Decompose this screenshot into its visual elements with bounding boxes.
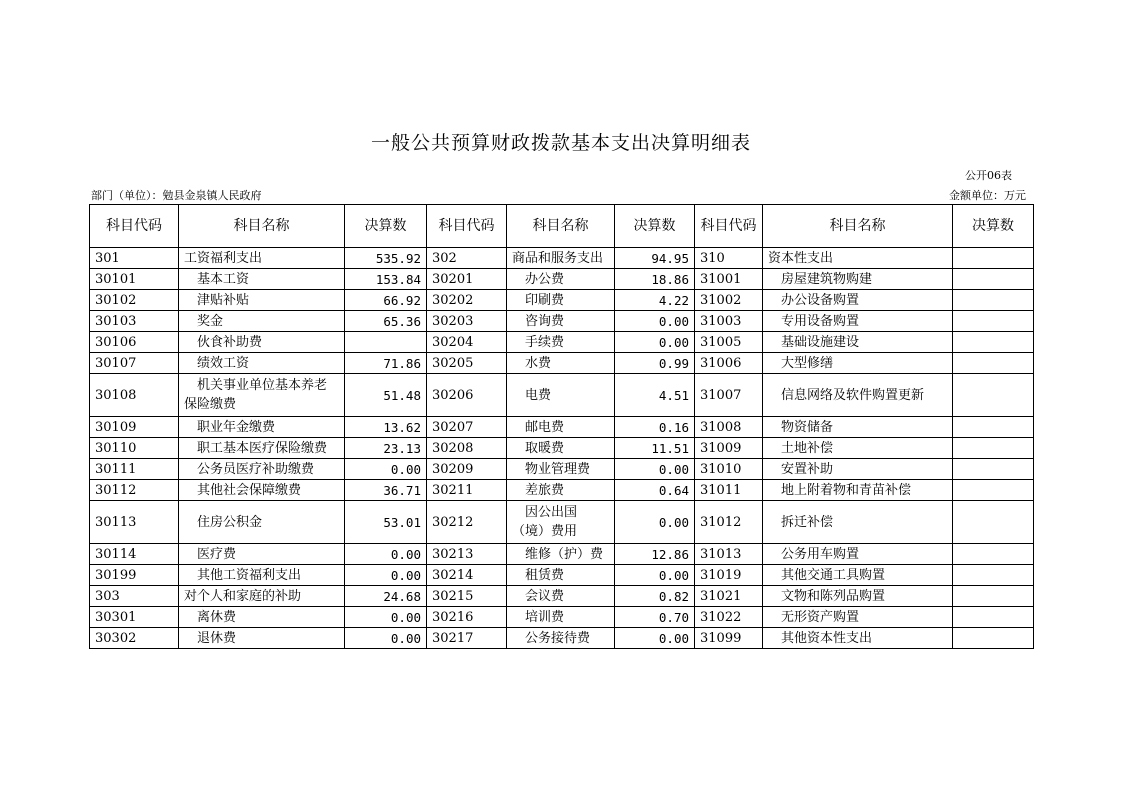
code-cell: 30103 [90, 311, 179, 332]
table-row [90, 459, 1034, 480]
header-cell: 决算数 [345, 205, 427, 248]
header-cell: 科目代码 [695, 205, 763, 248]
code-cell: 31009 [695, 438, 763, 459]
code-cell: 30206 [427, 374, 507, 417]
name-cell: 离休费 [179, 607, 345, 628]
amount-cell [953, 480, 1034, 501]
code-cell: 31003 [695, 311, 763, 332]
code-cell: 30113 [90, 501, 179, 544]
name-cell: 会议费 [507, 586, 615, 607]
amount-cell: 0.70 [615, 607, 695, 628]
amount-cell: 94.95 [615, 248, 695, 269]
code-cell: 30114 [90, 544, 179, 565]
name-cell: 医疗费 [179, 544, 345, 565]
amount-cell: 0.00 [615, 628, 695, 649]
name-cell: 手续费 [507, 332, 615, 353]
name-cell: 物资储备 [763, 417, 953, 438]
name-cell: 维修（护）费 [507, 544, 615, 565]
code-cell: 31019 [695, 565, 763, 586]
name-cell: 安置补助 [763, 459, 953, 480]
amount-cell: 18.86 [615, 269, 695, 290]
name-cell: 机关事业单位基本养老保险缴费 [179, 374, 345, 417]
amount-cell [953, 628, 1034, 649]
code-cell: 30203 [427, 311, 507, 332]
amount-cell [953, 311, 1034, 332]
amount-cell: 0.00 [615, 311, 695, 332]
header-cell: 科目名称 [763, 205, 953, 248]
amount-cell: 53.01 [345, 501, 427, 544]
amount-cell [953, 607, 1034, 628]
code-cell: 31099 [695, 628, 763, 649]
code-cell: 30201 [427, 269, 507, 290]
expenditure-detail-table [89, 204, 1034, 649]
code-cell: 301 [90, 248, 179, 269]
amount-cell: 0.00 [615, 459, 695, 480]
amount-cell [953, 248, 1034, 269]
code-cell: 30214 [427, 565, 507, 586]
code-cell: 303 [90, 586, 179, 607]
header-cell: 科目代码 [90, 205, 179, 248]
table-row [90, 353, 1034, 374]
name-cell: 绩效工资 [179, 353, 345, 374]
amount-cell: 0.16 [615, 417, 695, 438]
name-cell: 其他交通工具购置 [763, 565, 953, 586]
name-cell: 差旅费 [507, 480, 615, 501]
department-label: 部门（单位）：勉县金泉镇人民政府 [91, 189, 262, 202]
name-cell: 住房公积金 [179, 501, 345, 544]
table-row [90, 417, 1034, 438]
name-cell: 咨询费 [507, 311, 615, 332]
table-header-row [90, 205, 1034, 248]
amount-cell: 13.62 [345, 417, 427, 438]
name-cell: 电费 [507, 374, 615, 417]
amount-cell: 0.99 [615, 353, 695, 374]
code-cell: 30101 [90, 269, 179, 290]
name-cell: 资本性支出 [763, 248, 953, 269]
name-cell: 文物和陈列品购置 [763, 586, 953, 607]
name-cell: 物业管理费 [507, 459, 615, 480]
name-cell: 公务接待费 [507, 628, 615, 649]
name-cell: 培训费 [507, 607, 615, 628]
name-cell: 地上附着物和青苗补偿 [763, 480, 953, 501]
name-cell: 租赁费 [507, 565, 615, 586]
code-cell: 310 [695, 248, 763, 269]
name-cell: 基本工资 [179, 269, 345, 290]
table-row [90, 269, 1034, 290]
amount-cell [953, 353, 1034, 374]
amount-cell: 66.92 [345, 290, 427, 311]
amount-cell: 36.71 [345, 480, 427, 501]
code-cell: 31012 [695, 501, 763, 544]
code-cell: 31013 [695, 544, 763, 565]
code-cell: 302 [427, 248, 507, 269]
header-cell: 科目名称 [179, 205, 345, 248]
amount-cell: 0.00 [615, 332, 695, 353]
name-cell: 伙食补助费 [179, 332, 345, 353]
amount-cell: 0.00 [615, 501, 695, 544]
amount-cell: 12.86 [615, 544, 695, 565]
name-cell: 大型修缮 [763, 353, 953, 374]
table-row [90, 628, 1034, 649]
code-cell: 30199 [90, 565, 179, 586]
code-cell: 30216 [427, 607, 507, 628]
name-cell: 商品和服务支出 [507, 248, 615, 269]
amount-cell: 153.84 [345, 269, 427, 290]
name-cell: 职业年金缴费 [179, 417, 345, 438]
header-cell: 决算数 [615, 205, 695, 248]
code-cell: 31006 [695, 353, 763, 374]
code-cell: 31010 [695, 459, 763, 480]
code-cell: 31022 [695, 607, 763, 628]
amount-cell [345, 332, 427, 353]
name-cell: 房屋建筑物购建 [763, 269, 953, 290]
name-cell: 其他资本性支出 [763, 628, 953, 649]
code-cell: 31008 [695, 417, 763, 438]
amount-cell: 4.51 [615, 374, 695, 417]
table-row [90, 374, 1034, 417]
amount-cell [953, 269, 1034, 290]
report-title: 一般公共预算财政拨款基本支出决算明细表 [370, 132, 751, 154]
form-number: 公开06表 [965, 169, 1012, 182]
code-cell: 30209 [427, 459, 507, 480]
table-row [90, 480, 1034, 501]
amount-cell: 23.13 [345, 438, 427, 459]
table-row [90, 565, 1034, 586]
amount-cell: 0.00 [345, 544, 427, 565]
code-cell: 30215 [427, 586, 507, 607]
amount-cell [953, 290, 1034, 311]
amount-cell: 51.48 [345, 374, 427, 417]
name-cell: 水费 [507, 353, 615, 374]
code-cell: 30107 [90, 353, 179, 374]
name-cell: 工资福利支出 [179, 248, 345, 269]
code-cell: 30205 [427, 353, 507, 374]
code-cell: 30207 [427, 417, 507, 438]
amount-cell: 0.00 [345, 459, 427, 480]
name-cell: 土地补偿 [763, 438, 953, 459]
amount-cell: 71.86 [345, 353, 427, 374]
name-cell: 基础设施建设 [763, 332, 953, 353]
name-cell: 其他工资福利支出 [179, 565, 345, 586]
code-cell: 30111 [90, 459, 179, 480]
name-cell: 印刷费 [507, 290, 615, 311]
table-row [90, 248, 1034, 269]
amount-cell [953, 374, 1034, 417]
name-cell: 退休费 [179, 628, 345, 649]
amount-cell: 0.00 [345, 607, 427, 628]
name-cell: 对个人和家庭的补助 [179, 586, 345, 607]
name-cell: 取暖费 [507, 438, 615, 459]
header-cell: 科目代码 [427, 205, 507, 248]
table-row [90, 501, 1034, 544]
table-row [90, 290, 1034, 311]
amount-cell: 0.00 [345, 628, 427, 649]
table-row [90, 544, 1034, 565]
name-cell: 奖金 [179, 311, 345, 332]
code-cell: 30110 [90, 438, 179, 459]
amount-cell: 0.00 [615, 565, 695, 586]
table-row [90, 311, 1034, 332]
name-cell: 邮电费 [507, 417, 615, 438]
code-cell: 30106 [90, 332, 179, 353]
code-cell: 31021 [695, 586, 763, 607]
amount-cell: 0.82 [615, 586, 695, 607]
code-cell: 30211 [427, 480, 507, 501]
amount-cell [953, 417, 1034, 438]
name-cell: 因公出国（境）费用 [507, 501, 615, 544]
name-cell: 职工基本医疗保险缴费 [179, 438, 345, 459]
amount-cell [953, 332, 1034, 353]
name-cell: 办公费 [507, 269, 615, 290]
amount-cell: 65.36 [345, 311, 427, 332]
amount-cell: 11.51 [615, 438, 695, 459]
code-cell: 30208 [427, 438, 507, 459]
amount-cell [953, 459, 1034, 480]
amount-cell: 535.92 [345, 248, 427, 269]
table-row [90, 586, 1034, 607]
table-row [90, 607, 1034, 628]
amount-cell [953, 501, 1034, 544]
code-cell: 30212 [427, 501, 507, 544]
code-cell: 31005 [695, 332, 763, 353]
code-cell: 30213 [427, 544, 507, 565]
name-cell: 其他社会保障缴费 [179, 480, 345, 501]
amount-unit-label: 金额单位：万元 [949, 189, 1026, 202]
amount-cell [953, 586, 1034, 607]
amount-cell: 0.64 [615, 480, 695, 501]
name-cell: 津贴补贴 [179, 290, 345, 311]
code-cell: 30217 [427, 628, 507, 649]
header-cell: 科目名称 [507, 205, 615, 248]
amount-cell [953, 438, 1034, 459]
amount-cell: 24.68 [345, 586, 427, 607]
code-cell: 31011 [695, 480, 763, 501]
name-cell: 无形资产购置 [763, 607, 953, 628]
header-cell: 决算数 [953, 205, 1034, 248]
name-cell: 信息网络及软件购置更新 [763, 374, 953, 417]
code-cell: 31007 [695, 374, 763, 417]
code-cell: 30302 [90, 628, 179, 649]
code-cell: 30112 [90, 480, 179, 501]
code-cell: 30102 [90, 290, 179, 311]
table-row [90, 332, 1034, 353]
name-cell: 公务用车购置 [763, 544, 953, 565]
code-cell: 30301 [90, 607, 179, 628]
name-cell: 办公设备购置 [763, 290, 953, 311]
code-cell: 30202 [427, 290, 507, 311]
code-cell: 30108 [90, 374, 179, 417]
amount-cell: 4.22 [615, 290, 695, 311]
code-cell: 30204 [427, 332, 507, 353]
amount-cell [953, 544, 1034, 565]
code-cell: 31001 [695, 269, 763, 290]
code-cell: 30109 [90, 417, 179, 438]
name-cell: 专用设备购置 [763, 311, 953, 332]
amount-cell [953, 565, 1034, 586]
name-cell: 公务员医疗补助缴费 [179, 459, 345, 480]
code-cell: 31002 [695, 290, 763, 311]
name-cell: 拆迁补偿 [763, 501, 953, 544]
amount-cell: 0.00 [345, 565, 427, 586]
table-row [90, 438, 1034, 459]
